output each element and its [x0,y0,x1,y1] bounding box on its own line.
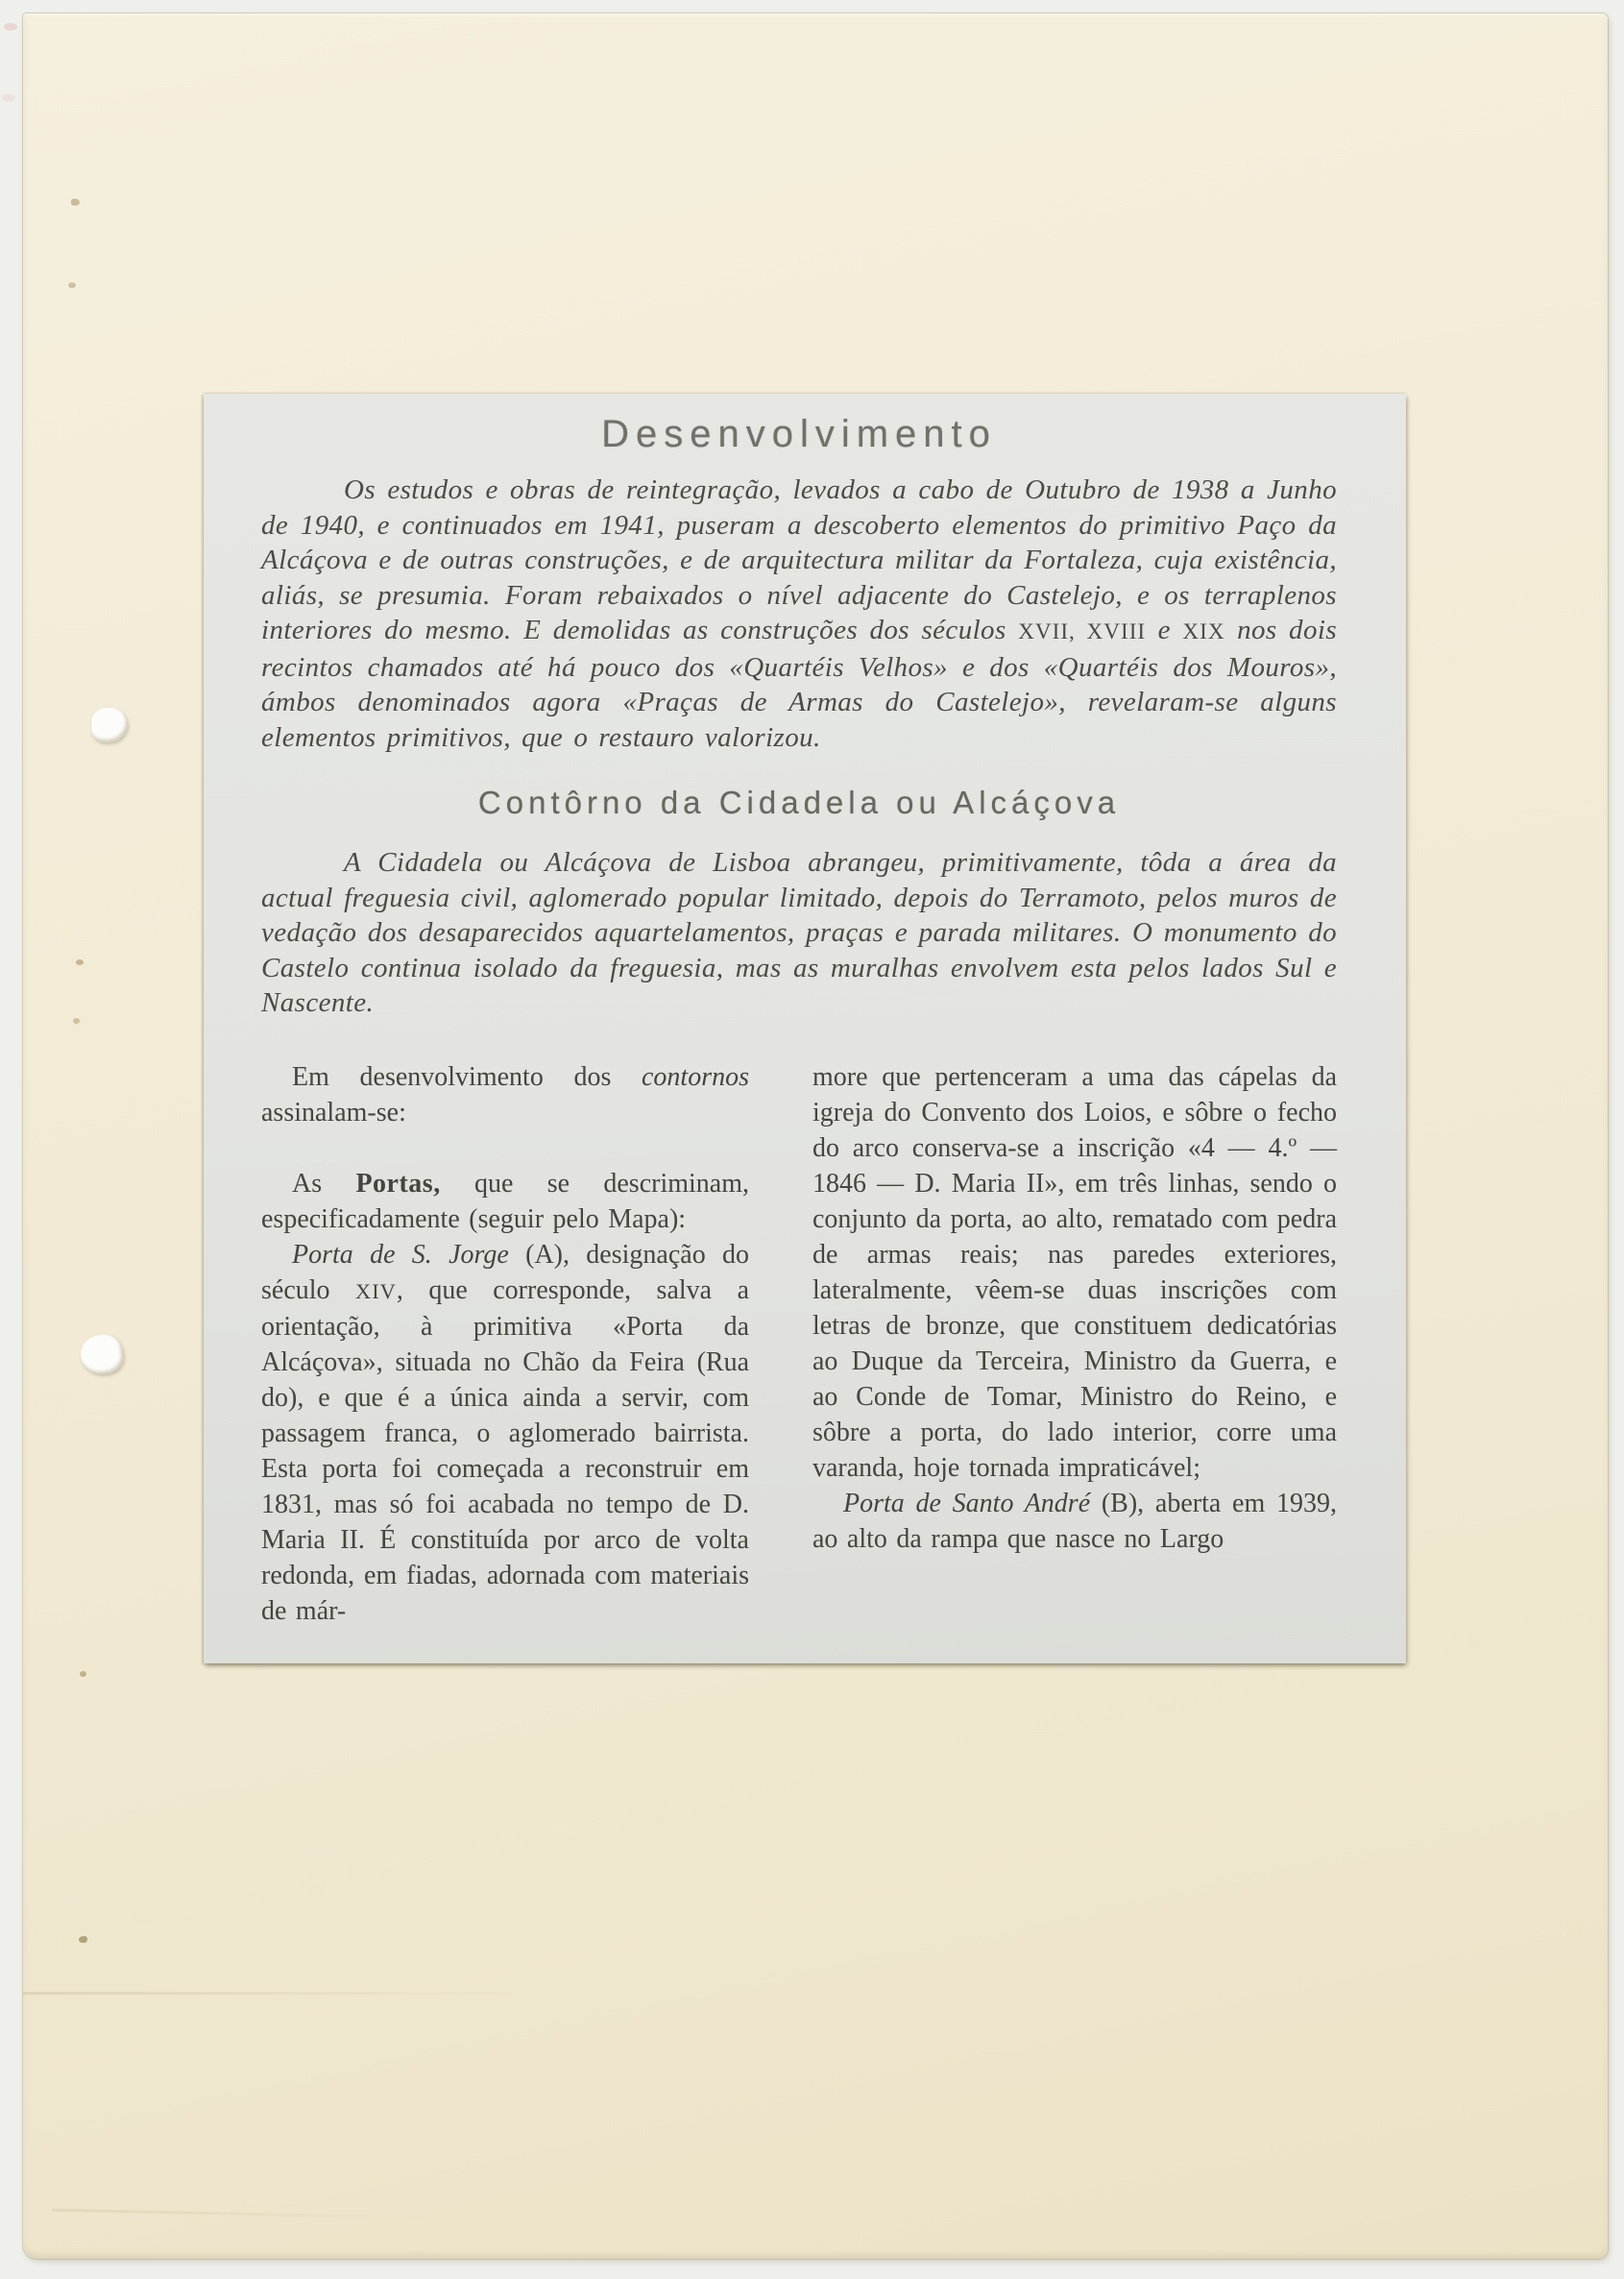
page-title: Desenvolvimento [601,413,997,455]
punch-hole [91,708,128,742]
text-segment: Os estudos e obras de reintegração, levados a cabo de Outubro de 1938 a Junho de 1940, e continuados em 1941, puseram a descoberto elementos do primitivo Paço da Alcáçova e de outras construções, e de arquitectura militar da Fortaleza, cuja existência, aliás, se presumia. Foram rebaixados o nível adjacente do Castelejo, e os terraplenos interiores do mesmo. E demolidas as construções dos séculos [261,474,1337,645]
paper-crease [23,1992,522,1995]
paper-speck [79,1936,87,1943]
intro-paragraph [261,473,1337,755]
text-segment: Em desenvolvimento dos [292,1061,642,1092]
two-column-text [261,1059,1337,1629]
text-segment: XIX [1182,619,1225,644]
text-segment: contornos [642,1061,749,1092]
left-column [261,1059,749,1629]
text-segment: Portas, [355,1168,441,1199]
column-paragraph [261,1237,749,1629]
punch-hole [78,1332,125,1377]
text-segment: XVII, XVIII [1018,619,1147,644]
paper-speck [68,282,76,288]
text-segment: Porta de Santo André [843,1488,1091,1518]
text-segment: nos dois recintos chamados até há pouco dos «Quartéis Velhos» e dos «Quartéis dos Mouros», ámbos denominados agora «Praças de Armas do Castelejo», revelaram-se alguns elementos primitivos, que o restauro valorizou. [261,615,1338,753]
scan-smudge [4,23,17,31]
column-paragraph [812,1059,1337,1486]
text-segment: Porta de S. Jorge [292,1239,509,1270]
text-segment: A Cidadela ou Alcáçova de Lisboa abrangeu, primitivamente, tôda a área da actual freguesia civil, aglomerado popular limitado, depois do Terramoto, pelos muros de vedação dos desaparecidos aquartelamentos, praças e parada militares. O monumento do Castelo continua isolado da freguesia, mas as muralhas envolvem esta pelos lados Sul e Nascente. [261,847,1337,1018]
column-paragraph [812,1486,1337,1557]
text-segment: , que corresponde, salva a orientação, à primitiva «Porta da Alcáçova», situada no Chão da Feira (Rua do), e que é a única ainda a servir, com passagem franca, o aglomerado bairrista. Esta porta foi começada a reconstruir em 1831, mas só foi acabada no tempo de D. Maria II. É constituída por arco de volta redonda, em fiadas, adornada com materiais de már- [261,1274,750,1626]
text-segment: e [1146,615,1183,645]
section-paragraph [261,845,1337,1021]
column-paragraph [261,1059,749,1130]
paper-crease [52,2209,455,2220]
text-segment: As [292,1168,356,1199]
text-segment: more que pertenceram a uma das cápelas da igreja do Convento dos Loios, e sôbre o fecho do arco conserva-se a inscrição «4 — 4.º — 1846 — D. Maria II», em três linhas, sendo o conjunto da porta, ao alto, rematado com pedra de armas reais; nas paredes exteriores, lateralmente, vêem-se duas inscrições com letras de bronze, que constituem dedicatórias ao Duque da Terceira, Ministro da Guerra, e ao Conde de Tomar, Ministro do Reino, e sôbre a porta, do lado interior, corre uma varanda, hoje tornada impraticável; [812,1061,1337,1483]
paper-speck [71,199,80,206]
scan-smudge [2,94,15,102]
paper-speck [80,1671,86,1677]
text-segment: assinalam-se: [261,1097,406,1127]
text-segment: que se descriminam, especificadamente (seguir pelo Mapa): [261,1168,750,1234]
text-segment: XIV [355,1278,397,1303]
text-segment: (B), aberta em 1939, ao alto da rampa que nasce no Largo [812,1488,1337,1554]
paper-speck [76,959,84,965]
pasted-text-card [204,394,1406,1663]
text-segment: (A), designação do século [261,1239,749,1305]
right-column [812,1059,1337,1629]
column-paragraph [261,1166,749,1237]
section-heading: Contôrno da Cidadela ou Alcáçova [477,785,1121,820]
paper-speck [73,1018,80,1024]
paper-sheet [23,13,1608,2259]
